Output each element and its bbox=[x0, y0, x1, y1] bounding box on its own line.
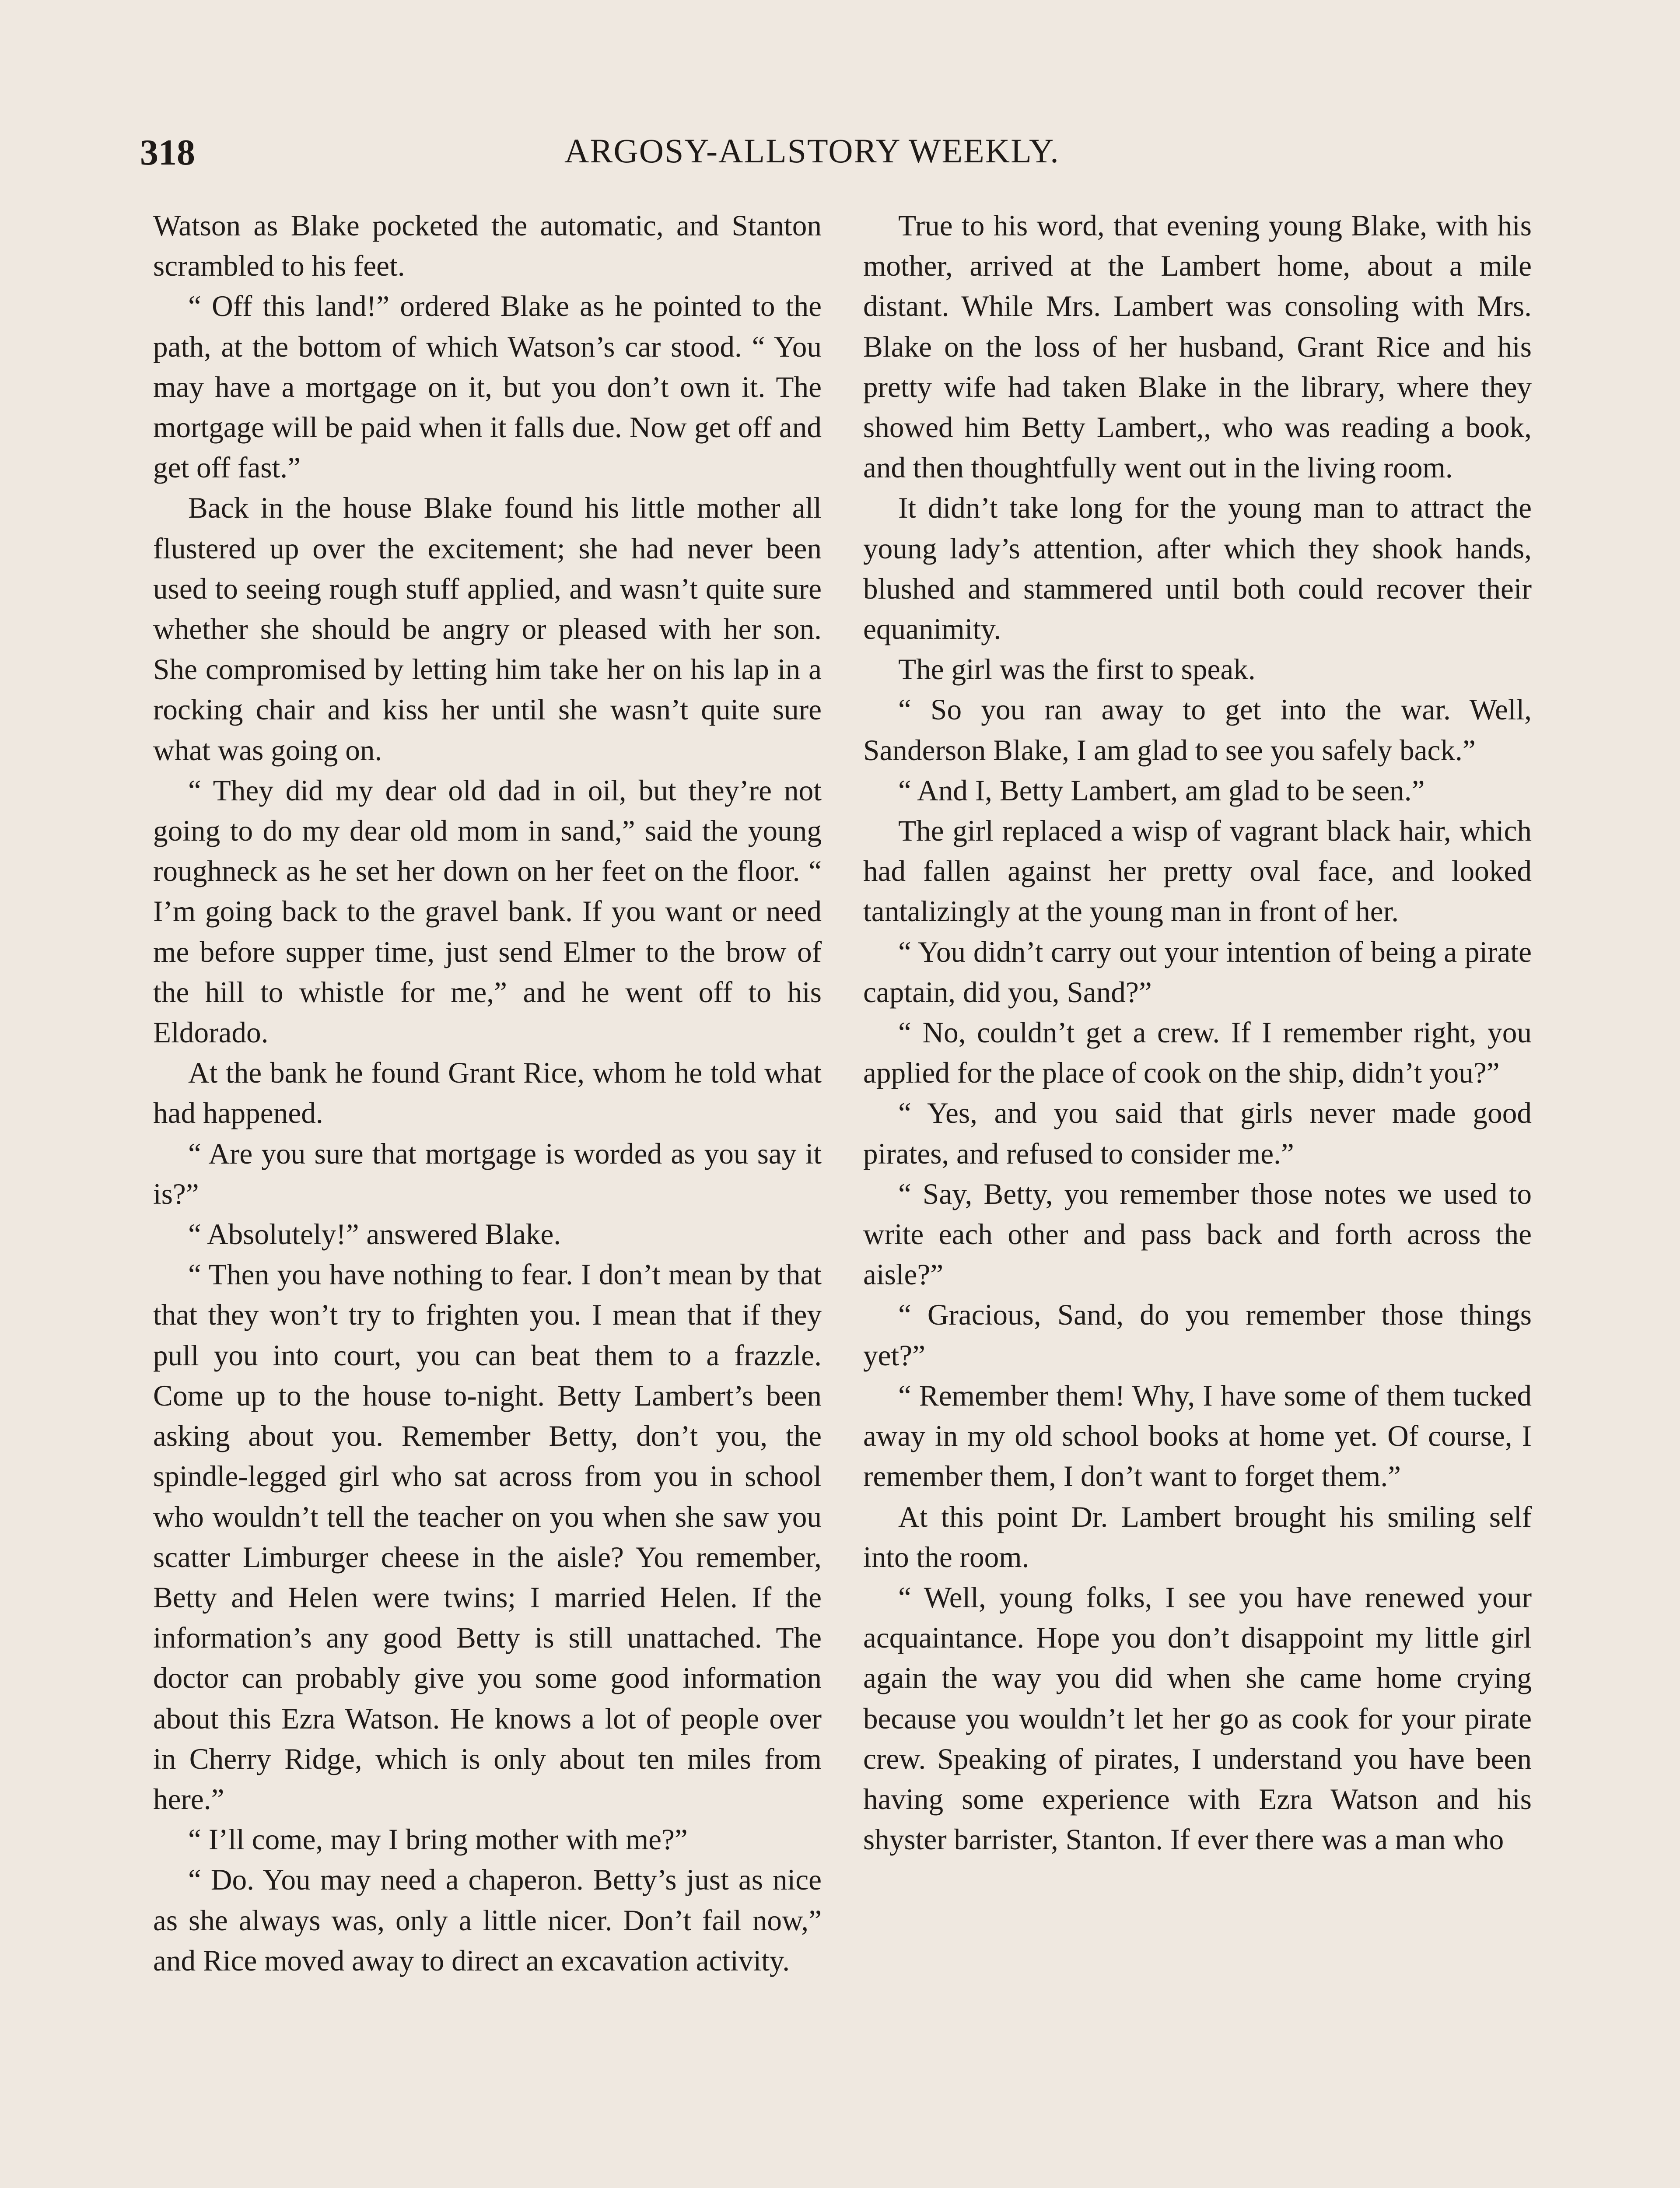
paragraph: It didn’t take long for the young man to attract the young lady’s attention, after which they shook hands, blushed and stammered until both could recover their equanimity. bbox=[863, 491, 1532, 646]
paragraph: “ No, couldn’t get a crew. If I remember right, you applied for the place of cook on the ship, didn’t you?” bbox=[863, 1016, 1532, 1090]
paragraph: “ And I, Betty Lambert, am glad to be seen.” bbox=[898, 774, 1425, 807]
paragraph: The girl was the first to speak. bbox=[898, 653, 1256, 686]
paragraph: True to his word, that evening young Blake, with his mother, arrived at the Lambert home, about a mile distant. While Mrs. Lambert was consoling with Mrs. Blake on the loss of her husband, Grant Rice and his pretty wife had taken Blake in the library, where they showed him Betty Lambert,, who was reading a book, and then thoughtfully went out in the living room. bbox=[863, 209, 1532, 484]
paragraph: “ Off this land!” ordered Blake as he pointed to the path, at the bottom of which Watson’s car stood. “ You may have a mortgage on it, but you don’t own it. The mortgage will be paid when it falls due. Now get off and get off fast.” bbox=[153, 290, 822, 484]
left-column bbox=[153, 206, 822, 1981]
paragraph: “ So you ran away to get into the war. Well, Sanderson Blake, I am glad to see you safely back.” bbox=[863, 693, 1532, 767]
right-column bbox=[863, 206, 1532, 1860]
paragraph: “ Do. You may need a chaperon. Betty’s just as nice as she always was, only a little nicer. Don’t fail now,” and Rice moved away to direct an excavation activity. bbox=[153, 1863, 822, 1977]
page-number: 318 bbox=[140, 132, 195, 173]
paragraph: At the bank he found Grant Rice, whom he told what had happened. bbox=[153, 1056, 822, 1130]
page-header bbox=[0, 131, 1680, 184]
paragraph: “ Absolutely!” answered Blake. bbox=[188, 1218, 561, 1251]
paragraph: Watson as Blake pocketed the automatic, and Stanton scrambled to his feet. bbox=[153, 209, 822, 283]
paragraph: “ They did my dear old dad in oil, but they’re not going to do my dear old mom in sand,” said the young roughneck as he set her down on her feet on the floor. “ I’m going back to the gravel bank. If you want or need me before supper time, just send Elmer to the brow of the hill to whistle for me,” and he went off to his Eldorado. bbox=[153, 774, 822, 1049]
paragraph: “ Say, Betty, you remember those notes we used to write each other and pass back and forth across the aisle?” bbox=[863, 1177, 1532, 1291]
paragraph: Back in the house Blake found his little mother all flustered up over the excitement; she had never been used to seeing rough stuff applied, and wasn’t quite sure whether she should be angry or pleased with her son. She compromised by letting him take her on his lap in a rocking chair and kiss her until she wasn’t quite sure what was going on. bbox=[153, 491, 822, 767]
paragraph: “ Are you sure that mortgage is worded as you say it is?” bbox=[153, 1137, 822, 1210]
paragraph: “ Well, young folks, I see you have renewed your acquaintance. Hope you don’t disappoint my little girl again the way you did when she came home crying because you wouldn’t let her go as cook for your pirate crew. Speaking of pirates, I understand you have been having some experience with Ezra Watson and his shyster barrister, Stanton. If ever there was a man who bbox=[863, 1581, 1532, 1856]
paragraph: “ I’ll come, may I bring mother with me?” bbox=[188, 1823, 688, 1856]
paragraph: “ Then you have nothing to fear. I don’t mean by that that they won’t try to frighten you. I mean that if they pull you into court, you can beat them to a frazzle. Come up to the house to-night. Betty Lambert’s been asking about you. Remember Betty, don’t you, the spindle-legged girl who sat across from you in school who wouldn’t tell the teacher on you when she saw you scatter Limburger cheese in the aisle? You remember, Betty and Helen were twins; I married Helen. If the information’s any good Betty is still unattached. The doctor can probably give you some good information about this Ezra Watson. He knows a lot of people over in Cherry Ridge, which is only about ten miles from here.” bbox=[153, 1258, 822, 1816]
paragraph: “ Gracious, Sand, do you remember those things yet?” bbox=[863, 1298, 1532, 1372]
paragraph: “ You didn’t carry out your intention of being a pirate captain, did you, Sand?” bbox=[863, 935, 1532, 1009]
paragraph: “ Remember them! Why, I have some of them tucked away in my old school books at home yet. Of course, I remember them, I don’t want to forget them.” bbox=[863, 1379, 1532, 1493]
paragraph: “ Yes, and you said that girls never made good pirates, and refused to consider me.” bbox=[863, 1097, 1532, 1170]
paragraph: The girl replaced a wisp of vagrant black hair, which had fallen against her pretty oval face, and looked tantalizingly at the young man in front of her. bbox=[863, 814, 1532, 928]
paragraph: At this point Dr. Lambert brought his smiling self into the room. bbox=[863, 1500, 1532, 1574]
running-title: ARGOSY-ALLSTORY WEEKLY. bbox=[564, 132, 1060, 170]
